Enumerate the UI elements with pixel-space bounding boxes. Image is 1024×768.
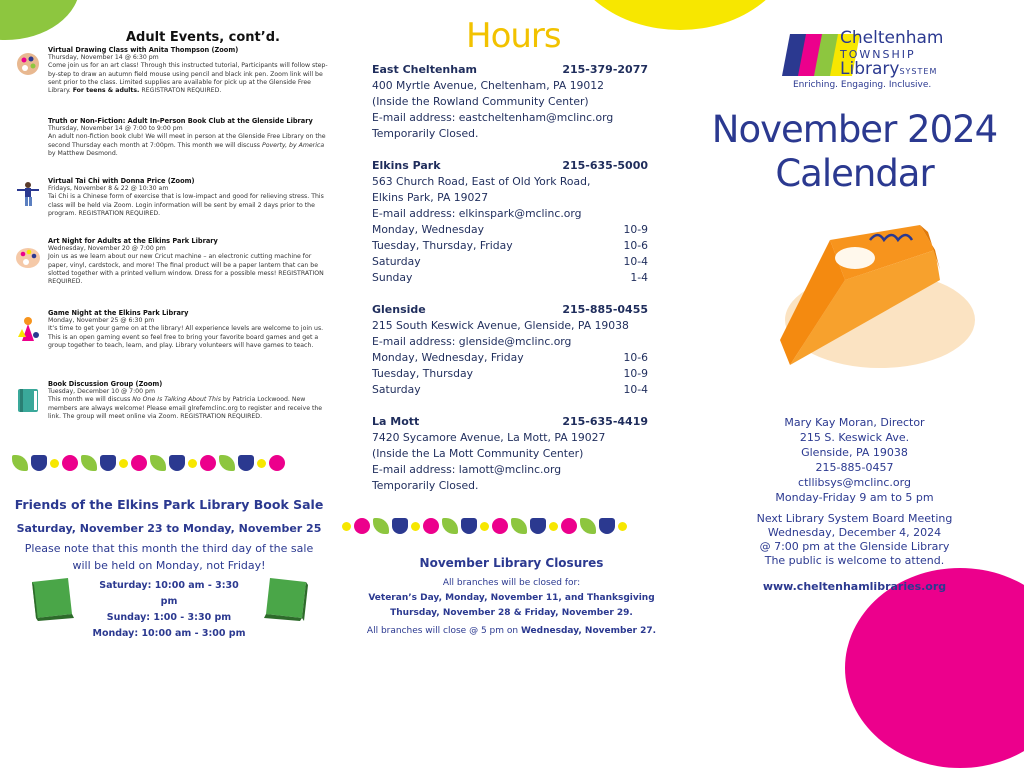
board-line: @ 7:00 pm at the Glenside Library [759, 540, 950, 553]
logo-name: Cheltenham [840, 28, 944, 48]
hours-row: Saturday 10-4 [372, 255, 648, 268]
event-desc: Come join us for an art class! Through this instructed tutorial, Participants will follow step-by-step to draw an autumn field mouse using pencil and black ink pen. Zoom link will be sent prior to the class. Limited supplies are available for pick up at the Glenside Free Library. For teens & adults. REGISTRATON REQUIRED. [48, 62, 328, 95]
decorative-dot-row [342, 518, 627, 534]
event-title: Truth or Non-Fiction: Adult In-Person Book Club at the Glenside Library [48, 117, 313, 125]
director-info [685, 415, 1024, 505]
branch-line: (Inside the La Mott Community Center) [372, 447, 584, 460]
event-desc: An adult non-fiction book club! We will meet in person at the Glenside Free Library on the second Thursday each month at 7:00pm. This month we will discuss Poverty, by America by Matthew Desmond. [48, 133, 326, 157]
event-title: Art Night for Adults at the Elkins Park Library [48, 237, 218, 245]
logo-township: TOWNSHIP [840, 48, 916, 61]
event-desc: This month we will discuss No One Is Talking About This by Patricia Lockwood. New members are always welcome! Please email glrefemclinc.org to register and receive the link. The group will meet online via Zoom. REGISTRATION REQUIRED. [48, 396, 323, 420]
event-tai-chi [48, 177, 330, 218]
branch-email: E-mail address: eastcheltenham@mclinc.org [372, 111, 614, 124]
calendar-title [685, 108, 1024, 196]
branch-name: La Mott [372, 415, 420, 428]
closures-line: Thursday, November 28 & Friday, November 29. [390, 608, 633, 618]
decorative-dot-row [12, 455, 285, 471]
hours-row: Monday, Wednesday, Friday 10-6 [372, 351, 648, 364]
branch-name: East Cheltenham [372, 63, 477, 76]
branch-status: Temporarily Closed. [372, 127, 479, 140]
event-title: Virtual Tai Chi with Donna Price (Zoom) [48, 177, 195, 185]
event-game-night [48, 309, 330, 350]
director-line: 215 S. Keswick Ave. [799, 431, 910, 444]
book-icon [14, 386, 42, 414]
green-book-icon [28, 576, 76, 622]
board-meeting-info [685, 512, 1024, 568]
book-sale-note: Please note that this month the third day of the sale will be held on Monday, not Friday! [24, 542, 314, 572]
green-book-icon [262, 576, 310, 622]
branch-email: E-mail address: glenside@mclinc.org [372, 335, 572, 348]
event-art-night [48, 237, 330, 286]
sale-hours-line: Monday: 10:00 am - 3:00 pm [92, 628, 246, 639]
event-date: Fridays, November 8 & 22 @ 10:30 am [48, 185, 169, 193]
hours-row: Sunday 1-4 [372, 271, 648, 284]
book-sale-hours [90, 578, 248, 642]
branch-line: 215 South Keswick Avenue, Glenside, PA 19038 [372, 319, 629, 332]
director-line: Monday-Friday 9 am to 5 pm [775, 491, 934, 504]
event-desc: Join us as we learn about our new Cricut machine – an electronic cutting machine for paper, vinyl, cardstock, and more! The final product will be a paper lantern that can be slotted together with a printed vellum window. Dress for a possible mess! REGISTRATION REQUIRED. [48, 253, 324, 286]
branch-status: Temporarily Closed. [372, 479, 479, 492]
branch-email: E-mail address: lamott@mclinc.org [372, 463, 562, 476]
closures-line: Veteran’s Day, Monday, November 11, and Thanksgiving [368, 593, 655, 603]
closures-intro: All branches will be closed for: [442, 578, 581, 588]
hours-row: Saturday 10-4 [372, 383, 648, 396]
branch-name: Glenside [372, 303, 426, 316]
event-date: Monday, November 25 @ 6:30 pm [48, 317, 155, 325]
branch-phone: 215-635-5000 [562, 159, 648, 172]
pumpkin-pie-icon [760, 210, 980, 380]
tai-chi-person-icon [14, 180, 42, 208]
event-title: Book Discussion Group (Zoom) [48, 380, 163, 388]
branch-name: Elkins Park [372, 159, 441, 172]
branch-line: 563 Church Road, East of Old York Road, [372, 175, 591, 188]
middle-panel [338, 0, 685, 663]
hours-row: Tuesday, Thursday 10-9 [372, 367, 648, 380]
director-line: 215-885-0457 [815, 461, 894, 474]
event-desc: Tai Chi is a Chinese form of exercise that is low-impact and good for relieving stress. This class will be held via Zoom. Login information will be sent by email 2 days prior to the program. REGISTRATION REQUIRED. [48, 193, 324, 217]
director-line: Mary Kay Moran, Director [784, 416, 925, 429]
book-sale-dates: Saturday, November 23 to Monday, November 25 [16, 522, 322, 535]
left-panel [0, 0, 338, 663]
branch-elkins-park [372, 158, 648, 286]
hours-row: Monday, Wednesday 10-9 [372, 223, 648, 236]
game-pieces-icon [14, 315, 42, 343]
event-date: Tuesday, December 10 @ 7:00 pm [48, 388, 155, 396]
early-close-note: All branches will close @ 5 pm on Wednesday, November 27. [366, 626, 657, 636]
event-desc: It’s time to get your game on at the library! All experience levels are welcome to join us. This is an open gaming event so feel free to bring your favorite board games and get a group together to teach, learn, and play. Library volunteers will have games to teach. [48, 325, 324, 349]
branch-la-mott [372, 414, 648, 494]
branch-phone: 215-885-0455 [562, 303, 648, 316]
logo-library: LibrarySYSTEM [840, 59, 938, 79]
branch-line: (Inside the Rowland Community Center) [372, 95, 589, 108]
sale-hours-line: Saturday: 10:00 am - 3:30 pm [99, 580, 239, 607]
board-line: The public is welcome to attend. [764, 554, 945, 567]
right-panel [685, 0, 1024, 663]
board-line: Next Library System Board Meeting [756, 512, 953, 525]
event-drawing-class [48, 46, 330, 95]
palette-icon [14, 50, 42, 78]
event-book-discussion [48, 380, 330, 421]
director-line: Glenside, PA 19038 [801, 446, 908, 459]
sale-hours-line: Sunday: 1:00 - 3:30 pm [106, 612, 232, 623]
event-date: Thursday, November 14 @ 6:30 pm [48, 54, 159, 62]
title-line: Calendar [775, 152, 934, 195]
branch-phone: 215-379-2077 [562, 63, 648, 76]
branch-glenside [372, 302, 648, 398]
closures-text [338, 576, 685, 621]
branch-phone: 215-635-4419 [562, 415, 648, 428]
branch-line: Elkins Park, PA 19027 [372, 191, 489, 204]
event-date: Thursday, November 14 @ 7:00 to 9:00 pm [48, 125, 183, 133]
event-book-club [48, 117, 330, 158]
event-date: Wednesday, November 20 @ 7:00 pm [48, 245, 166, 253]
board-line: Wednesday, December 4, 2024 [767, 526, 942, 539]
section-title: Adult Events, cont’d. [126, 30, 280, 45]
logo-tagline: Enriching. Engaging. Inclusive. [793, 80, 932, 90]
website-link[interactable]: www.cheltenhamlibraries.org [762, 580, 947, 593]
branch-east-cheltenham [372, 62, 648, 142]
director-line: ctllibsys@mclinc.org [798, 476, 911, 489]
branch-line: 7420 Sycamore Avenue, La Mott, PA 19027 [372, 431, 606, 444]
closures-title: November Library Closures [419, 556, 604, 570]
hours-title: Hours [466, 16, 561, 56]
title-line: November 2024 [711, 108, 998, 151]
book-sale-title: Friends of the Elkins Park Library Book Sale [14, 497, 324, 512]
event-title: Game Night at the Elkins Park Library [48, 309, 189, 317]
paint-palette-icon [14, 243, 42, 271]
branch-email: E-mail address: elkinspark@mclinc.org [372, 207, 582, 220]
event-title: Virtual Drawing Class with Anita Thompson (Zoom) [48, 46, 239, 54]
branch-line: 400 Myrtle Avenue, Cheltenham, PA 19012 [372, 79, 605, 92]
hours-row: Tuesday, Thursday, Friday 10-6 [372, 239, 648, 252]
